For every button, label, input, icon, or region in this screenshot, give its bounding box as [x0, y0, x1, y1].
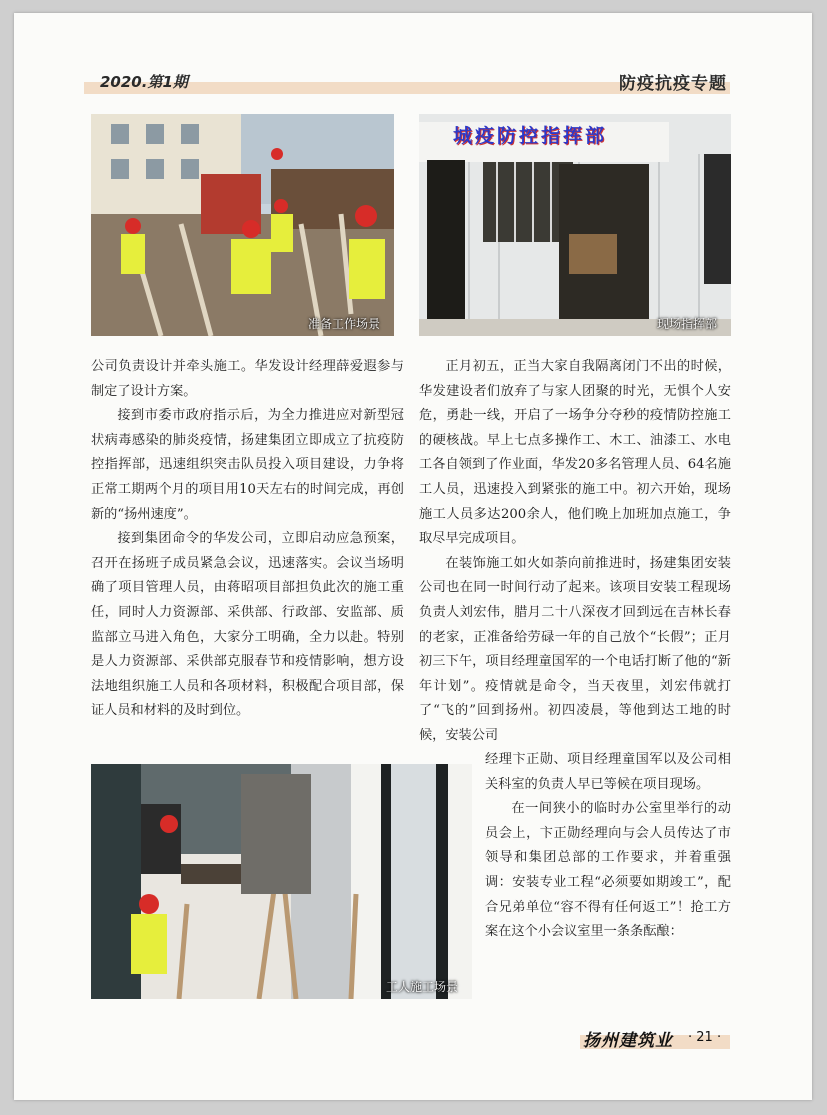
section-title: 防疫抗疫专题 [619, 74, 727, 94]
paragraph: 在一间狭小的临时办公室里举行的动员会上，卞正勋经理向与会人员传达了市领导和集团总部的工作要求，并着重强调：安装专业工程“必须要如期竣工”，配合兄弟单位“容不得有任何返工”！抢工方案在这个小会议室里一条条酝酿： [485, 801, 731, 940]
photo-headquarters [419, 114, 731, 336]
right-column [419, 355, 731, 749]
photo-preparation [91, 114, 394, 336]
paragraph: 在装饰施工如火如荼向前推进时，扬建集团安装公司也在同一时间行动了起来。该项目安装工程现场负责人刘宏伟，腊月二十八深夜才回到远在吉林长春的老家，正准备给劳碌一年的自己放个“长假”；正月初三下午，项目经理童国军的一个电话打断了他的“新年计划”。疫情就是命令，当天夜里，刘宏伟就打了“飞的”回到扬州。初四凌晨，等他到达工地的时候，安装公司 [419, 555, 731, 743]
photo-preparation-illustration [91, 114, 394, 336]
magazine-brand: 扬州建筑业 [583, 1031, 673, 1051]
photo-caption: 工人施工场景 [385, 980, 458, 994]
paragraph: 公司负责设计并牵头施工。华发设计经理薛爱遐参与制定了设计方案。 [91, 359, 404, 399]
paragraph: 接到集团命令的华发公司，立即启动应急预案，召开在扬班子成员紧急会议，迅速落实。会议当场明确了项目管理人员，由蒋昭项目部担负此次的施工重任，同时人力资源部、采供部、行政部、安监部、质监部立马进入角色，大家分工明确，全力以赴。特别是人力资源部、采供部克服春节和疫情影响，想方设法地组织施工人员和各项材料，积极配合项目部，保证人员和材料的及时到位。 [91, 531, 404, 719]
photo-caption: 准备工作场景 [307, 317, 380, 331]
headquarters-sign: 城疫防控指挥部 [453, 125, 608, 147]
photo-caption: 现场指挥部 [656, 317, 717, 331]
page-number: · 21 · [688, 1030, 722, 1045]
paragraph: 接到市委市政府指示后，为全力推进应对新型冠状病毒感染的肺炎疫情，扬建集团立即成立了抗疫防控指挥部，迅速组织突击队员投入项目建设，力争将正常工期两个月的项目用10天左右的时间完成，再创新的“扬州速度”。 [91, 408, 404, 522]
photo-workers [91, 764, 472, 999]
paragraph: 经理卞正勋、项目经理童国军以及公司相关科室的负责人早已等候在项目现场。 [485, 752, 731, 792]
paragraph: 正月初五，正当大家自我隔离闭门不出的时候，华发建设者们放弃了与家人团聚的时光，无惧个人安危，勇赴一线，开启了一场争分夺秒的疫情防控施工的硬核战。早上七点多操作工、木工、油漆工、水电工各自领到了作业面，华发20多名管理人员、64名施工人员，迅速投入到紧张的施工中。初六开始，现场施工人员多达200余人，他们晚上加班加点施工，争取尽早完成项目。 [419, 359, 731, 547]
issue-number: 2020.第1期 [100, 73, 188, 91]
photo-workers-illustration [91, 764, 472, 999]
left-column [91, 355, 404, 724]
right-column-continuation [485, 748, 731, 945]
